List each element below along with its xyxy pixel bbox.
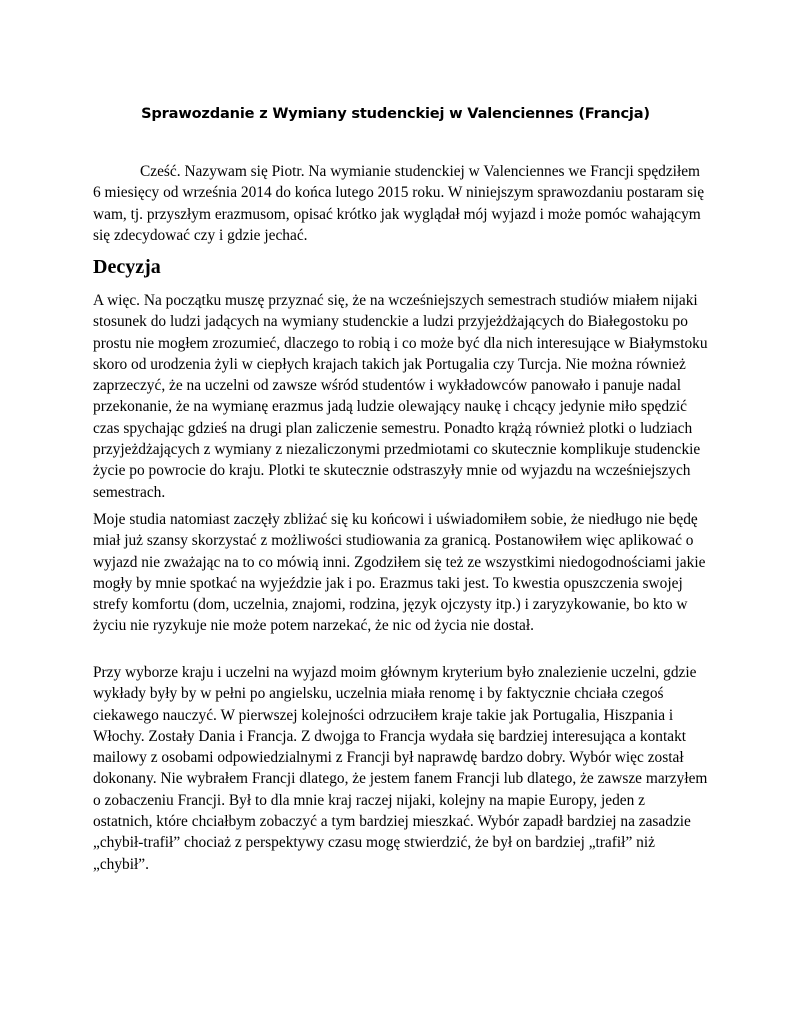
document-title: Sprawozdanie z Wymiany studenckiej w Valenciennes (Francja): [141, 105, 650, 122]
intro-paragraph: Cześć. Nazywam się Piotr. Na wymianie studenckiej w Valenciennes we Francji spędziłem 6 miesięcy od września 2014 do końca lutego 2015 roku. W niniejszym sprawozdaniu postaram się wam, tj. przyszłym erazmusom, opisać krótko jak wyglądał mój wyjazd i może pomóc wahającym się zdecydować czy i gdzie jechać.: [93, 163, 705, 244]
body-paragraph: Przy wyborze kraju i uczelni na wyjazd moim głównym kryterium było znalezienie uczelni, gdzie wykłady były by w pełni po angielsku, uczelnia miała renomę i by faktycznie chciała czegoś ciekawego nauczyć. W pierwszej kolejności odrzuciłem kraje takie jak Portugalia, Hiszpania i Włochy. Zostały Dania i Francja. Z dwojga to Francja wydała się bardziej interesująca a kontakt mailowy z osobami odpowiedzialnymi z Francji był naprawdę bardzo dobry. Wybór więc został dokonany. Nie wybrałem Francji dlatego, że jestem fanem Francji lub dlatego, że zawsze marzyłem o zobaczeniu Francji. Był to dla mnie kraj raczej nijaki, kolejny na mapie Europy, jeden z ostatnich, które chciałbym zobaczyć a tym bardziej mieszkać. Wybór zapadł bardziej na zasadzie „chybił-trafił” chociaż z perspektywy czasu mogę stwierdzić, że był on bardziej „trafił” niż „chybił”.: [93, 664, 708, 873]
body-paragraph: Moje studia natomiast zaczęły zbliżać się ku końcowi i uświadomiłem sobie, że niedługo nie będę miał już szansy skorzystać z możliwości studiowania za granicą. Postanowiłem więc aplikować o wyjazd nie zważając na to co mówią inni. Zgodziłem się też ze wszystkimi niedogodnościami jakie mogły by mnie spotkać na wyjeździe jak i po. Erazmus taki jest. To kwestia opuszczenia swojej strefy komfortu (dom, uczelnia, znajomi, rodzina, język ojczysty itp.) i zaryzykowanie, bo kto w życiu nie ryzykuje nie może potem narzekać, że nic od życia nie dostał.: [93, 511, 706, 635]
section-heading-decyzja: Decyzja: [93, 256, 161, 278]
body-paragraph: A więc. Na początku muszę przyznać się, że na wcześniejszych semestrach studiów miałem nijaki stosunek do ludzi jadących na wymiany studenckie a ludzi przyjeżdżających do Białegostoku po prostu nie mogłem zrozumieć, dlaczego to robią i co może być dla nich interesujące w Białymstoku skoro od urodzenia żyli w ciepłych krajach takich jak Portugalia czy Turcja. Nie można również zaprzeczyć, że na uczelni od zawsze wśród studentów i wykładowców panowało i panuje nadal przekonanie, że na wymianę erazmus jadą ludzie olewający naukę i chcący jedynie miło spędzić czas spychając gdzieś na drugi plan zaliczenie semestru. Ponadto krążą również plotki o ludziach przyjeżdżających z wymiany z niezaliczonymi przedmiotami co skutecznie komplikuje studenckie życie po powrocie do kraju. Plotki te skutecznie odstraszyły mnie od wyjazdu na wcześniejszych semestrach.: [93, 292, 708, 501]
